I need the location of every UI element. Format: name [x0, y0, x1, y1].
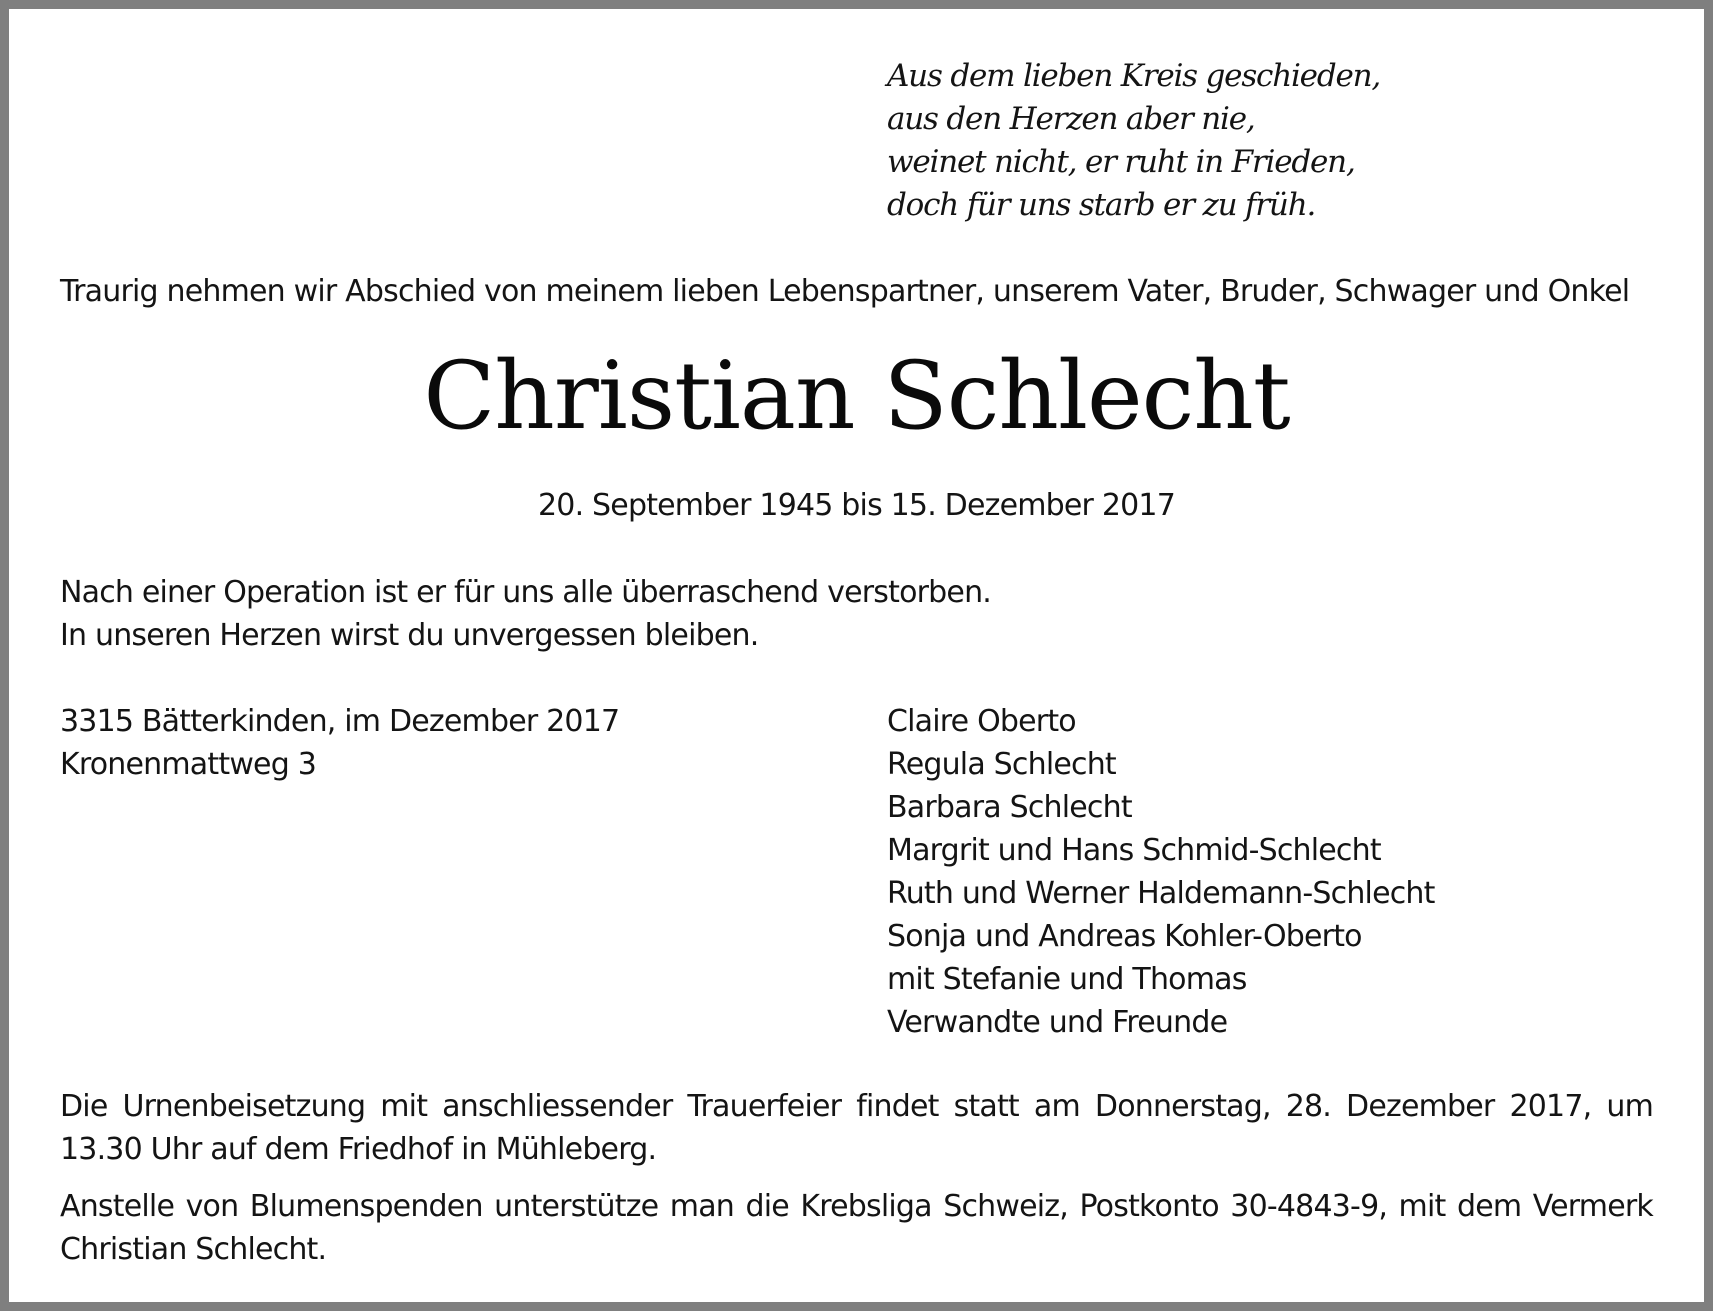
poem-line: weinet nicht, er ruht in Frieden, — [887, 144, 1355, 180]
intro-text: Traurig nehmen wir Abschied von meinem lieben Lebenspartner, unserem Vater, Bruder, Schwager und Onkel — [60, 274, 1630, 309]
condolence-message — [60, 571, 991, 657]
mourner-item: Verwandte und Freunde — [887, 1005, 1228, 1040]
message-line: In unseren Herzen wirst du unvergessen bleiben. — [60, 618, 759, 653]
place-date-line: 3315 Bätterkinden, im Dezember 2017 — [60, 704, 620, 739]
mourner-item: mit Stefanie und Thomas — [887, 962, 1247, 997]
life-dates: 20. September 1945 bis 15. Dezember 2017 — [538, 488, 1175, 523]
address-line: Kronenmattweg 3 — [60, 747, 316, 782]
ceremony-info: Die Urnenbeisetzung mit anschliessender Trauerfeier findet statt am Donnerstag, 28. Dezember 2017, um 13.30 Uhr auf dem Friedhof in Mühleberg. — [60, 1089, 1653, 1167]
mourner-item: Claire Oberto — [887, 704, 1076, 739]
mourner-item: Ruth und Werner Haldemann-Schlecht — [887, 876, 1435, 911]
place-and-address — [60, 700, 619, 786]
mourner-item: Sonja und Andreas Kohler-Oberto — [887, 919, 1362, 954]
mourner-item: Barbara Schlecht — [887, 790, 1132, 825]
poem-line: doch für uns starb er zu früh. — [887, 187, 1316, 223]
mourner-item: Regula Schlecht — [887, 747, 1116, 782]
obituary-notice — [9, 9, 1704, 1302]
message-line: Nach einer Operation ist er für uns alle überraschend verstorben. — [60, 575, 992, 610]
deceased-name: Christian Schlecht — [423, 342, 1290, 451]
mourner-item: Margrit und Hans Schmid-Schlecht — [887, 833, 1381, 868]
poem-line: aus den Herzen aber nie, — [887, 101, 1255, 137]
memorial-poem — [887, 55, 1380, 227]
mourners-list — [887, 700, 1435, 1044]
donation-info: Anstelle von Blumenspenden unterstütze man die Krebsliga Schweiz, Postkonto 30-4843-9, mit dem Vermerk Christian Schlecht. — [60, 1189, 1653, 1267]
poem-line: Aus dem lieben Kreis geschieden, — [887, 58, 1381, 94]
